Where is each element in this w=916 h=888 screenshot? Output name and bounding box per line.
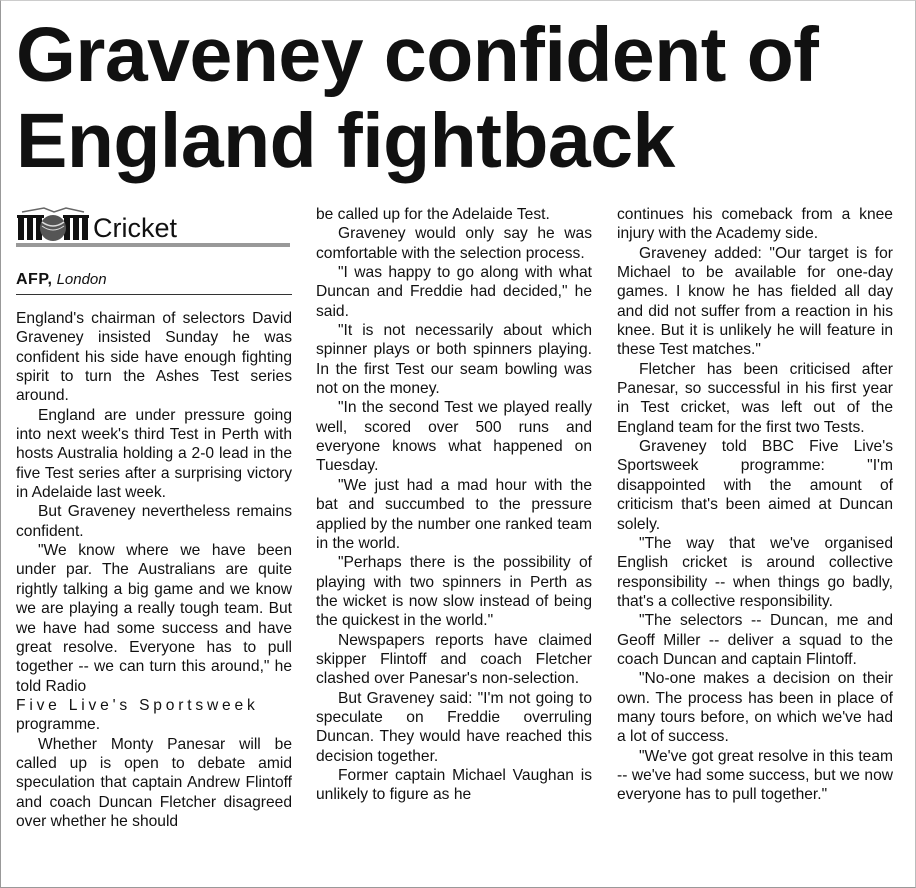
headline — [16, 12, 906, 184]
article-column-2 — [316, 205, 592, 805]
paragraph: Whether Monty Panesar will be called up is open to debate amid speculation that captain Andrew Flintoff and coach Duncan Fletcher disagreed over whether he should — [16, 735, 292, 830]
paragraph: Graveney would only say he was comfortable with the selection process. — [316, 225, 592, 262]
byline — [16, 270, 290, 290]
paragraph: "The way that we've organised English cricket is around collective responsibility -- when things go badly, that's a collective responsibility. — [617, 534, 893, 610]
paragraph: "I was happy to go along with what Duncan and Freddie had decided," he said. — [316, 264, 592, 320]
cricket-stumps-ball-icon — [16, 206, 90, 242]
paragraph: England's chairman of selectors David Graveney insisted Sunday he was confident his side have enough fighting spirit to turn the Ashes Test series around. — [16, 310, 292, 405]
article-column-1 — [16, 309, 292, 831]
paragraph: "Perhaps there is the possibility of playing with two spinners in Perth as the wicket is now slow instead of being the quickest in the world." — [316, 554, 592, 630]
paragraph: Fletcher has been criticised after Panesar, so successful in his first year in Test cricket, was left out of the England team for the first two Tests. — [617, 360, 893, 436]
section-label: Cricket — [93, 213, 178, 243]
section-rule — [16, 243, 290, 247]
paragraph: But Graveney said: "I'm not going to speculate on Freddie overruling Duncan. They would have reached this decision together. — [316, 689, 592, 765]
section-header — [16, 202, 290, 248]
paragraph: "We've got great resolve in this team -- we've had some success, but we now everyone has to pull together." — [617, 747, 893, 804]
paragraph: "No-one makes a decision on their own. The process has been in place of many tours before, on which we've had a lot of success. — [617, 670, 893, 746]
paragraph: "We just had a mad hour with the bat and succumbed to the pressure applied by the number one ranked team in the world. — [316, 476, 592, 552]
headline-line-2: England fightback — [16, 98, 675, 184]
paragraph: Newspapers reports have claimed skipper Flintoff and coach Fletcher clashed over Panesar's non-selection. — [316, 631, 592, 688]
paragraph: But Graveney nevertheless remains confident. — [16, 503, 292, 540]
paragraph: be called up for the Adelaide Test. — [316, 206, 550, 223]
paragraph: Graveney added: "Our target is for Michael to be available for one-day games. I know he has fielded all day and did not suffer from a reaction in his knee. But it is unlikely he will feature in these Test matches." — [617, 244, 893, 359]
paragraph: Former captain Michael Vaughan is unlikely to figure as he — [316, 766, 592, 804]
paragraph: "We know where we have been under par. The Australians are quite rightly talking a big game and we know we are playing a really tough team. But we have had some success and have great resolve. Everyone has to pull together -- we can turn this around," he told Radio — [16, 542, 292, 695]
paragraph: Graveney told BBC Five Live's Sportsweek programme: "I'm disappointed with the amount of criticism that's been aimed at Duncan solely. — [617, 438, 893, 533]
byline-rule — [16, 294, 292, 295]
paragraph: "It is not necessarily about which spinner plays or both spinners playing. In the first Test our seam bowling was not on the money. — [316, 322, 592, 398]
paragraph: "The selectors -- Duncan, me and Geoff Miller -- deliver a squad to the coach Duncan and captain Flintoff. — [617, 612, 893, 668]
paragraph: England are under pressure going into next week's third Test in Perth with hosts Australia holding a 2-0 lead in the five Test series after a surprising victory in Adelaide last week. — [16, 406, 292, 502]
paragraph: continues his comeback from a knee injury with the Academy side. — [617, 206, 893, 243]
headline-line-1: Graveney confident of — [16, 12, 819, 98]
byline-location: London — [56, 271, 107, 288]
article-column-3 — [617, 205, 893, 805]
paragraph: "In the second Test we played really well, scored over 500 runs and everyone knows what happened on Tuesday. — [316, 399, 592, 475]
byline-agency: AFP, — [16, 271, 53, 288]
paragraph: programme. — [16, 716, 101, 734]
paragraph: Five Live's Sportsweek — [16, 696, 259, 714]
